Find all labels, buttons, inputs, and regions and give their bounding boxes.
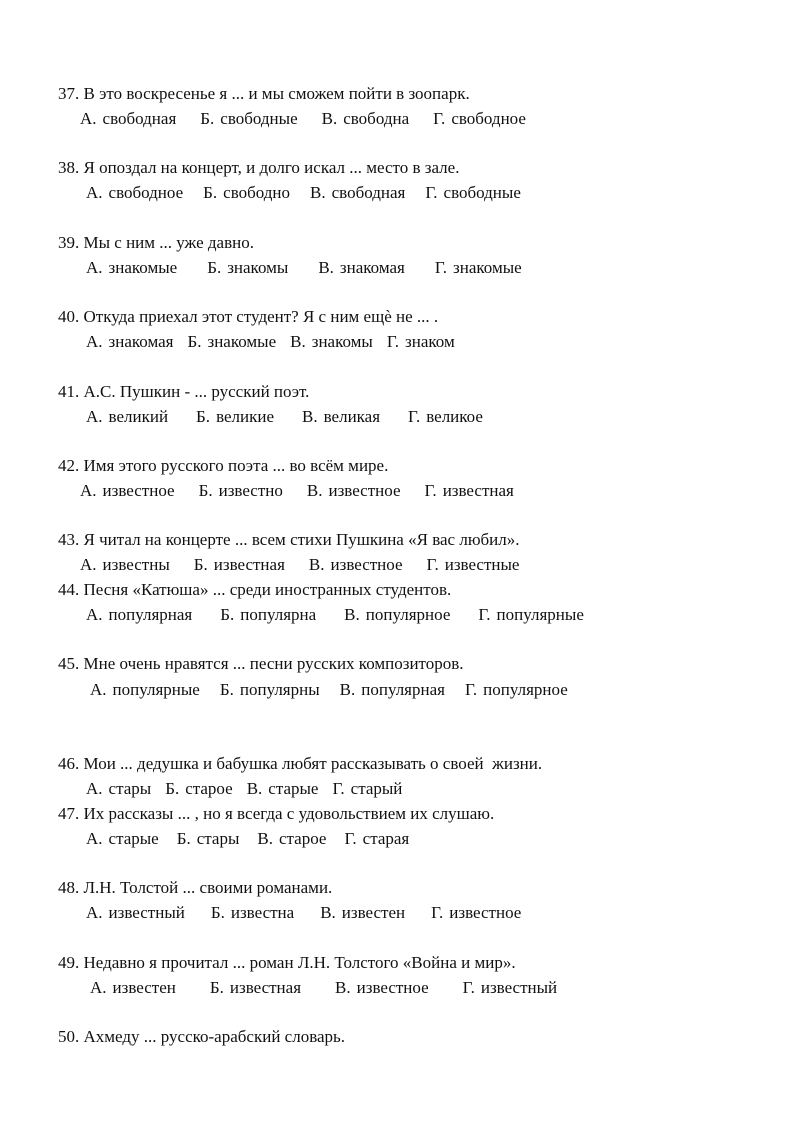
option-word: популярны: [239, 680, 320, 699]
option-word: известен: [112, 978, 176, 997]
question-text: [58, 953, 516, 973]
answer-option[interactable]: [463, 978, 557, 998]
answer-option[interactable]: [332, 779, 402, 799]
option-word: известное: [102, 481, 175, 500]
option-letter: Г.: [434, 258, 448, 277]
question-number: 39.: [58, 233, 80, 252]
answer-option[interactable]: [220, 605, 316, 625]
option-letter: Б.: [203, 183, 218, 202]
question-text: [58, 654, 464, 674]
option-word: свободные: [443, 183, 521, 202]
option-letter: В.: [344, 605, 360, 624]
option-letter: Г.: [426, 555, 439, 574]
answer-option[interactable]: [427, 555, 520, 575]
answer-option[interactable]: [165, 779, 233, 799]
option-word: великая: [323, 407, 381, 426]
option-word: известная: [229, 978, 302, 997]
question-number: 45.: [58, 654, 80, 673]
answer-option[interactable]: [207, 258, 288, 278]
option-letter: Г.: [462, 978, 475, 997]
option-letter: Б.: [198, 481, 213, 500]
question-text: [58, 158, 459, 178]
option-letter: А.: [86, 407, 103, 426]
answer-option[interactable]: [86, 183, 183, 203]
option-word: знаком: [405, 332, 455, 351]
question-prompt: Откуда приехал этот студент? Я с ним ещѐ не ... .: [79, 307, 439, 326]
answer-option[interactable]: [344, 829, 409, 849]
question-prompt: В это воскресенье я ... и мы сможем пойти в зоопарк.: [79, 84, 470, 103]
question-number: 47.: [58, 804, 80, 823]
answer-options: [80, 481, 538, 501]
answer-option[interactable]: [177, 829, 240, 849]
option-word: знакомая: [108, 332, 174, 351]
answer-option[interactable]: [80, 481, 175, 501]
option-word: свободные: [220, 109, 298, 128]
question-number: 44.: [58, 580, 80, 599]
option-letter: Г.: [478, 605, 491, 624]
option-word: свободная: [331, 183, 406, 202]
answer-option[interactable]: [86, 605, 192, 625]
option-word: популярные: [112, 680, 200, 699]
answer-option[interactable]: [220, 680, 320, 700]
question-text: [58, 804, 494, 824]
question-prompt: Мы с ним ... уже давно.: [79, 233, 254, 252]
option-letter: Г.: [408, 407, 421, 426]
answer-option[interactable]: [302, 407, 380, 427]
answer-options: [86, 903, 547, 923]
option-letter: Б.: [165, 779, 180, 798]
question-number: 40.: [58, 307, 80, 326]
answer-option[interactable]: [203, 183, 290, 203]
option-letter: Г.: [425, 183, 438, 202]
option-letter: Б.: [193, 555, 208, 574]
option-word: популярное: [483, 680, 568, 699]
option-letter: В.: [320, 903, 336, 922]
option-letter: Б.: [209, 978, 224, 997]
option-letter: Б.: [196, 407, 211, 426]
answer-option[interactable]: [80, 109, 176, 129]
question-prompt: Л.Н. Толстой ... своими романами.: [79, 878, 333, 897]
question-text: [58, 754, 542, 774]
question-prompt: А.С. Пушкин - ... русский поэт.: [79, 382, 310, 401]
option-letter: А.: [86, 332, 103, 351]
answer-option[interactable]: [86, 903, 185, 923]
question-number: 42.: [58, 456, 80, 475]
answer-options: [80, 555, 543, 575]
option-letter: Г.: [464, 680, 478, 699]
answer-options: [90, 978, 591, 998]
question-number: 49.: [58, 953, 80, 972]
answer-option[interactable]: [465, 680, 568, 700]
option-word: знакомые: [108, 258, 178, 277]
answer-options: [86, 258, 552, 278]
option-word: известная: [442, 481, 514, 500]
option-word: известно: [218, 481, 283, 500]
answer-option[interactable]: [387, 332, 455, 352]
option-letter: Б.: [176, 829, 191, 848]
option-letter: В.: [321, 109, 338, 128]
answer-option[interactable]: [199, 481, 283, 501]
question-prompt: Имя этого русского поэта ... во всём мире.: [79, 456, 389, 475]
option-letter: А.: [86, 779, 103, 798]
question-prompt: Недавно я прочитал ... роман Л.Н. Толстого «Война и мир».: [79, 953, 516, 972]
option-letter: Б.: [220, 605, 235, 624]
option-word: известное: [328, 481, 401, 500]
option-letter: А.: [86, 903, 103, 922]
question-text: [58, 1027, 345, 1047]
option-letter: Б.: [200, 109, 215, 128]
answer-option[interactable]: [80, 555, 170, 575]
answer-option[interactable]: [478, 605, 584, 625]
option-word: популярное: [365, 605, 451, 624]
option-letter: Б.: [219, 680, 234, 699]
option-letter: А.: [80, 481, 97, 500]
answer-option[interactable]: [318, 258, 405, 278]
answer-option[interactable]: [194, 555, 285, 575]
question-prompt: Ахмеду ... русско-арабский словарь.: [79, 1027, 346, 1046]
option-word: стары: [196, 829, 240, 848]
option-word: популярная: [108, 605, 193, 624]
question-text: [58, 84, 470, 104]
option-letter: Г.: [386, 332, 400, 351]
option-letter: А.: [90, 680, 107, 699]
option-word: знакомы: [227, 258, 289, 277]
question-number: 43.: [58, 530, 80, 549]
question-prompt: Я читал на концерте ... всем стихи Пушкина «Я вас любил».: [79, 530, 520, 549]
question-text: [58, 456, 388, 476]
option-word: популярна: [240, 605, 317, 624]
option-word: старая: [362, 829, 410, 848]
answer-options: [86, 779, 416, 799]
option-letter: В.: [335, 978, 351, 997]
option-word: старое: [185, 779, 233, 798]
option-letter: В.: [306, 481, 323, 500]
question-number: 37.: [58, 84, 80, 103]
answer-option[interactable]: [86, 779, 151, 799]
option-letter: Б.: [210, 903, 225, 922]
option-word: великий: [108, 407, 169, 426]
answer-option[interactable]: [322, 109, 410, 129]
option-letter: А.: [90, 978, 107, 997]
answer-option[interactable]: [408, 407, 483, 427]
option-letter: В.: [246, 779, 263, 798]
answer-option[interactable]: [211, 903, 294, 923]
option-word: свободное: [451, 109, 526, 128]
option-word: популярная: [361, 680, 445, 699]
answer-option[interactable]: [90, 680, 200, 700]
answer-option[interactable]: [86, 829, 159, 849]
answer-option[interactable]: [187, 332, 276, 352]
option-letter: Б.: [187, 332, 202, 351]
answer-option[interactable]: [344, 605, 450, 625]
answer-option[interactable]: [310, 183, 405, 203]
option-letter: А.: [80, 555, 97, 574]
option-word: популярные: [496, 605, 584, 624]
answer-option[interactable]: [210, 978, 301, 998]
option-word: свободна: [343, 109, 410, 128]
answer-option[interactable]: [257, 829, 326, 849]
answer-options: [86, 605, 612, 625]
answer-options: [86, 407, 511, 427]
option-word: великие: [216, 407, 275, 426]
option-word: известный: [480, 978, 558, 997]
option-letter: А.: [86, 258, 103, 277]
question-prompt: Мне очень нравятся ... песни русских композиторов.: [79, 654, 464, 673]
option-letter: Г.: [424, 481, 437, 500]
answer-option[interactable]: [290, 332, 373, 352]
option-word: известный: [108, 903, 185, 922]
question-text: [58, 878, 332, 898]
option-letter: Б.: [207, 258, 222, 277]
answer-option[interactable]: [90, 978, 176, 998]
answer-option[interactable]: [307, 481, 401, 501]
question-number: 41.: [58, 382, 80, 401]
answer-options: [86, 332, 469, 352]
option-word: стары: [108, 779, 152, 798]
question-text: [58, 233, 254, 253]
question-text: [58, 580, 451, 600]
option-word: старый: [350, 779, 403, 798]
question-number: 38.: [58, 158, 80, 177]
answer-option[interactable]: [86, 258, 177, 278]
option-letter: В.: [318, 258, 334, 277]
answer-option[interactable]: [86, 332, 173, 352]
answer-option[interactable]: [425, 481, 514, 501]
answer-option[interactable]: [320, 903, 405, 923]
option-word: известна: [230, 903, 295, 922]
answer-option[interactable]: [309, 555, 403, 575]
option-letter: А.: [86, 183, 103, 202]
answer-option[interactable]: [200, 109, 297, 129]
answer-options: [86, 829, 427, 849]
option-word: известное: [356, 978, 429, 997]
question-prompt: Мои ... дедушка и бабушка любят рассказывать о своей жизни.: [79, 754, 543, 773]
answer-option[interactable]: [196, 407, 274, 427]
option-word: великое: [426, 407, 483, 426]
option-word: свободно: [223, 183, 291, 202]
option-word: известен: [341, 903, 406, 922]
question-prompt: Их рассказы ... , но я всегда с удовольствием их слушаю.: [79, 804, 495, 823]
option-letter: Г.: [433, 109, 446, 128]
answer-option[interactable]: [340, 680, 445, 700]
option-word: старые: [268, 779, 319, 798]
question-number: 48.: [58, 878, 80, 897]
answer-option[interactable]: [433, 109, 526, 129]
option-letter: В.: [257, 829, 273, 848]
option-word: известная: [213, 555, 285, 574]
option-letter: А.: [86, 605, 103, 624]
option-letter: В.: [302, 407, 318, 426]
question-text: [58, 530, 520, 550]
option-word: известны: [102, 555, 170, 574]
option-letter: В.: [290, 332, 306, 351]
option-letter: Г.: [344, 829, 357, 848]
answer-options: [90, 680, 588, 700]
option-letter: В.: [339, 680, 356, 699]
option-word: старые: [108, 829, 159, 848]
option-letter: А.: [86, 829, 103, 848]
option-word: знакомы: [311, 332, 373, 351]
option-word: свободная: [102, 109, 177, 128]
answer-options: [86, 183, 541, 203]
answer-option[interactable]: [431, 903, 521, 923]
option-word: известные: [444, 555, 520, 574]
answer-option[interactable]: [86, 407, 168, 427]
option-word: знакомые: [207, 332, 277, 351]
answer-option[interactable]: [425, 183, 521, 203]
question-number: 50.: [58, 1027, 80, 1046]
question-prompt: Я опоздал на концерт, и долго искал ... место в зале.: [79, 158, 460, 177]
option-word: знакомые: [453, 258, 522, 277]
option-word: старое: [279, 829, 327, 848]
answer-options: [80, 109, 550, 129]
option-letter: Г.: [431, 903, 444, 922]
answer-option[interactable]: [335, 978, 429, 998]
answer-option[interactable]: [435, 258, 522, 278]
question-number: 46.: [58, 754, 80, 773]
option-letter: Г.: [332, 779, 345, 798]
option-word: свободное: [108, 183, 184, 202]
question-prompt: Песня «Катюша» ... среди иностранных студентов.: [79, 580, 452, 599]
option-word: знакомая: [339, 258, 405, 277]
option-letter: В.: [308, 555, 325, 574]
answer-option[interactable]: [247, 779, 319, 799]
question-text: [58, 382, 309, 402]
option-letter: В.: [310, 183, 326, 202]
question-text: [58, 307, 438, 327]
option-letter: А.: [80, 109, 97, 128]
option-word: известное: [330, 555, 403, 574]
option-word: известное: [449, 903, 522, 922]
